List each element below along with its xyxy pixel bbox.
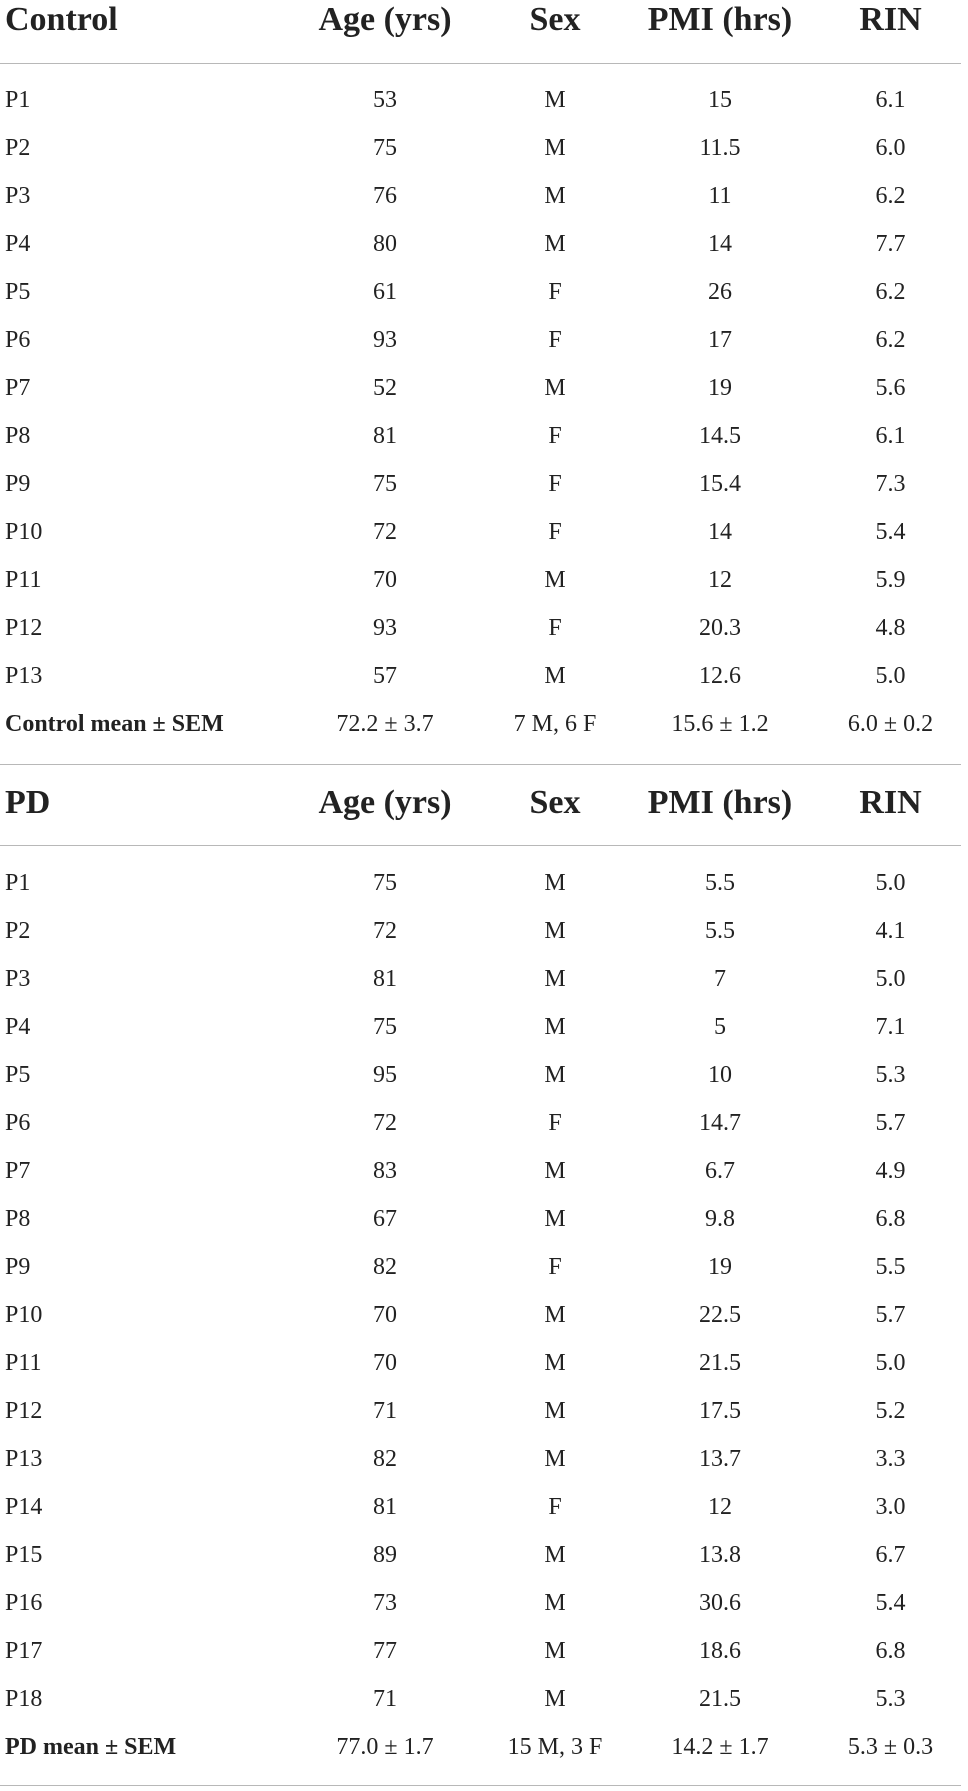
rin-cell: 5.0 — [875, 1350, 906, 1376]
table-row — [0, 1339, 961, 1387]
sex-cell: M — [544, 183, 566, 209]
rin-cell: 5.7 — [875, 1110, 906, 1136]
pmi-cell: 15.4 — [699, 471, 741, 497]
patient-id: P2 — [5, 918, 31, 944]
rin-cell: 6.2 — [875, 327, 906, 353]
sex-cell: M — [544, 1542, 566, 1568]
sex-cell: F — [548, 471, 562, 497]
pmi-cell: 13.7 — [699, 1446, 741, 1472]
rin-cell: 7.1 — [875, 1014, 906, 1040]
patient-id: P12 — [5, 615, 43, 641]
pmi-cell: 20.3 — [699, 615, 741, 641]
sex-cell: M — [544, 1398, 566, 1424]
pmi-cell: 26 — [708, 279, 732, 305]
age-cell: 75 — [373, 135, 397, 161]
pmi-cell: 19 — [708, 1254, 732, 1280]
pmi-cell: 21.5 — [699, 1686, 741, 1712]
age-cell: 82 — [373, 1446, 397, 1472]
patient-id: P9 — [5, 471, 31, 497]
rin-cell: 4.8 — [875, 615, 906, 641]
age-cell: 81 — [373, 966, 397, 992]
rin-cell: 6.1 — [875, 87, 906, 113]
pmi-cell: 6.7 — [705, 1158, 735, 1184]
age-cell: 75 — [373, 870, 397, 896]
sex-cell: M — [544, 1686, 566, 1712]
patient-id: P17 — [5, 1638, 43, 1664]
pd-header-divider — [0, 845, 961, 846]
table-row — [0, 412, 961, 460]
summary-sex: 7 M, 6 F — [513, 711, 597, 737]
table-row — [0, 1195, 961, 1243]
rin-cell: 7.7 — [875, 231, 906, 257]
pmi-cell: 14 — [708, 519, 732, 545]
sex-cell: M — [544, 1014, 566, 1040]
table-row — [0, 907, 961, 955]
age-cell: 52 — [373, 375, 397, 401]
pmi-cell: 22.5 — [699, 1302, 741, 1328]
age-cell: 80 — [373, 231, 397, 257]
group-name-control: Control — [5, 1, 118, 38]
rin-cell: 5.4 — [875, 1590, 906, 1616]
sex-cell: F — [548, 1254, 562, 1280]
table-row — [0, 1003, 961, 1051]
control-header-divider — [0, 63, 961, 64]
pmi-cell: 5.5 — [705, 918, 735, 944]
rin-cell: 5.4 — [875, 519, 906, 545]
patient-id: P12 — [5, 1398, 43, 1424]
column-header-pmi: PMI (hrs) — [647, 784, 793, 821]
patient-id: P18 — [5, 1686, 43, 1712]
patient-id: P14 — [5, 1494, 43, 1520]
age-cell: 75 — [373, 1014, 397, 1040]
table-row — [0, 124, 961, 172]
table-row — [0, 1243, 961, 1291]
table-row — [0, 955, 961, 1003]
patient-id: P9 — [5, 1254, 31, 1280]
patient-id: P13 — [5, 1446, 43, 1472]
patient-id: P6 — [5, 1110, 31, 1136]
table-row — [0, 1147, 961, 1195]
summary-age: 72.2 ± 3.7 — [336, 711, 434, 737]
pmi-cell: 14.5 — [699, 423, 741, 449]
column-header-sex: Sex — [529, 784, 581, 821]
table-row — [0, 1435, 961, 1483]
table-row — [0, 859, 961, 907]
age-cell: 70 — [373, 567, 397, 593]
pmi-cell: 14 — [708, 231, 732, 257]
rin-cell: 5.5 — [875, 1254, 906, 1280]
pmi-cell: 9.8 — [705, 1206, 735, 1232]
table-row — [0, 1387, 961, 1435]
age-cell: 72 — [373, 519, 397, 545]
table-row — [0, 460, 961, 508]
rin-cell: 5.0 — [875, 663, 906, 689]
sex-cell: F — [548, 615, 562, 641]
column-header-age: Age (yrs) — [318, 1, 452, 38]
patient-id: P16 — [5, 1590, 43, 1616]
column-header-rin: RIN — [859, 784, 922, 821]
pmi-cell: 12 — [708, 1494, 732, 1520]
column-header-sex: Sex — [529, 1, 581, 38]
rin-cell: 5.7 — [875, 1302, 906, 1328]
summary-rin: 6.0 ± 0.2 — [847, 711, 934, 737]
sex-cell: M — [544, 1638, 566, 1664]
table-row — [0, 268, 961, 316]
table-row — [0, 76, 961, 124]
sex-cell: M — [544, 1446, 566, 1472]
patient-id: P2 — [5, 135, 31, 161]
column-header-pmi: PMI (hrs) — [647, 1, 793, 38]
sex-cell: M — [544, 1590, 566, 1616]
rin-cell: 5.3 — [875, 1062, 906, 1088]
pmi-cell: 15 — [708, 87, 732, 113]
sex-cell: F — [548, 423, 562, 449]
table-row — [0, 1291, 961, 1339]
patient-id: P5 — [5, 279, 31, 305]
patient-id: P1 — [5, 870, 31, 896]
pmi-cell: 12 — [708, 567, 732, 593]
summary-label: PD mean ± SEM — [5, 1734, 177, 1760]
sex-cell: M — [544, 135, 566, 161]
table-row — [0, 316, 961, 364]
sex-cell: F — [548, 279, 562, 305]
patient-id: P11 — [5, 1350, 42, 1376]
age-cell: 67 — [373, 1206, 397, 1232]
patient-id: P7 — [5, 1158, 31, 1184]
summary-sex: 15 M, 3 F — [507, 1734, 603, 1760]
table-row — [0, 556, 961, 604]
age-cell: 71 — [373, 1398, 397, 1424]
pmi-cell: 12.6 — [699, 663, 741, 689]
age-cell: 70 — [373, 1350, 397, 1376]
pd-table-bottom-rule — [0, 1785, 961, 1786]
pmi-cell: 11.5 — [699, 135, 741, 161]
sex-cell: M — [544, 1206, 566, 1232]
patient-id: P3 — [5, 966, 31, 992]
rin-cell: 6.8 — [875, 1638, 906, 1664]
pmi-cell: 7 — [714, 966, 726, 992]
rin-cell: 7.3 — [875, 471, 906, 497]
pmi-cell: 5 — [714, 1014, 726, 1040]
sex-cell: M — [544, 918, 566, 944]
patient-id: P13 — [5, 663, 43, 689]
patient-id: P7 — [5, 375, 31, 401]
table-row — [0, 1099, 961, 1147]
patient-id: P4 — [5, 231, 31, 257]
pmi-cell: 19 — [708, 375, 732, 401]
rin-cell: 6.0 — [875, 135, 906, 161]
patient-id: P4 — [5, 1014, 31, 1040]
pmi-cell: 13.8 — [699, 1542, 741, 1568]
sex-cell: M — [544, 1350, 566, 1376]
control-section-divider — [0, 764, 961, 765]
table-row — [0, 1627, 961, 1675]
patient-id: P11 — [5, 567, 42, 593]
table-row — [0, 1483, 961, 1531]
summary-age: 77.0 ± 1.7 — [336, 1734, 434, 1760]
age-cell: 72 — [373, 918, 397, 944]
rin-cell: 5.0 — [875, 870, 906, 896]
rin-cell: 4.1 — [875, 918, 906, 944]
table-row — [0, 1531, 961, 1579]
rin-cell: 5.9 — [875, 567, 906, 593]
age-cell: 89 — [373, 1542, 397, 1568]
rin-cell: 3.0 — [875, 1494, 906, 1520]
pmi-cell: 18.6 — [699, 1638, 741, 1664]
table-row — [0, 508, 961, 556]
age-cell: 95 — [373, 1062, 397, 1088]
rin-cell: 6.2 — [875, 279, 906, 305]
pmi-cell: 30.6 — [699, 1590, 741, 1616]
table-row — [0, 604, 961, 652]
pmi-cell: 21.5 — [699, 1350, 741, 1376]
patient-id: P15 — [5, 1542, 43, 1568]
pmi-cell: 17 — [708, 327, 732, 353]
sex-cell: F — [548, 1110, 562, 1136]
age-cell: 61 — [373, 279, 397, 305]
age-cell: 53 — [373, 87, 397, 113]
rin-cell: 4.9 — [875, 1158, 906, 1184]
patient-id: P1 — [5, 87, 31, 113]
age-cell: 76 — [373, 183, 397, 209]
rin-cell: 6.8 — [875, 1206, 906, 1232]
patient-id: P10 — [5, 519, 43, 545]
column-header-age: Age (yrs) — [318, 784, 452, 821]
rin-cell: 5.3 — [875, 1686, 906, 1712]
pmi-cell: 17.5 — [699, 1398, 741, 1424]
group-name-pd: PD — [5, 784, 51, 821]
sex-cell: M — [544, 1158, 566, 1184]
age-cell: 70 — [373, 1302, 397, 1328]
sex-cell: M — [544, 966, 566, 992]
sex-cell: F — [548, 519, 562, 545]
sex-cell: F — [548, 327, 562, 353]
age-cell: 72 — [373, 1110, 397, 1136]
table-row — [0, 652, 961, 700]
age-cell: 73 — [373, 1590, 397, 1616]
age-cell: 75 — [373, 471, 397, 497]
age-cell: 57 — [373, 663, 397, 689]
pd-header-row — [0, 783, 961, 823]
rin-cell: 3.3 — [875, 1446, 906, 1472]
rin-cell: 5.0 — [875, 966, 906, 992]
summary-label: Control mean ± SEM — [5, 711, 224, 737]
rin-cell: 5.2 — [875, 1398, 906, 1424]
table-row — [0, 364, 961, 412]
pmi-cell: 14.7 — [699, 1110, 741, 1136]
sex-cell: M — [544, 663, 566, 689]
column-header-rin: RIN — [859, 1, 922, 38]
table-row — [0, 220, 961, 268]
pd-table — [0, 783, 961, 1771]
control-table — [0, 0, 961, 748]
sex-cell: M — [544, 375, 566, 401]
rin-cell: 6.7 — [875, 1542, 906, 1568]
sex-cell: M — [544, 567, 566, 593]
rin-cell: 6.1 — [875, 423, 906, 449]
sex-cell: M — [544, 870, 566, 896]
pmi-cell: 11 — [708, 183, 732, 209]
age-cell: 71 — [373, 1686, 397, 1712]
pd-summary-row — [0, 1723, 961, 1771]
sex-cell: M — [544, 1302, 566, 1328]
table-row — [0, 1051, 961, 1099]
rin-cell: 5.6 — [875, 375, 906, 401]
patient-id: P3 — [5, 183, 31, 209]
pmi-cell: 10 — [708, 1062, 732, 1088]
patient-id: P10 — [5, 1302, 43, 1328]
summary-rin: 5.3 ± 0.3 — [847, 1734, 934, 1760]
age-cell: 81 — [373, 423, 397, 449]
patient-id: P8 — [5, 423, 31, 449]
table-row — [0, 172, 961, 220]
patient-id: P6 — [5, 327, 31, 353]
control-summary-row — [0, 700, 961, 748]
rin-cell: 6.2 — [875, 183, 906, 209]
age-cell: 93 — [373, 327, 397, 353]
sex-cell: M — [544, 1062, 566, 1088]
control-header-row — [0, 0, 961, 40]
age-cell: 93 — [373, 615, 397, 641]
age-cell: 77 — [373, 1638, 397, 1664]
table-row — [0, 1579, 961, 1627]
sex-cell: F — [548, 1494, 562, 1520]
table-row — [0, 1675, 961, 1723]
age-cell: 81 — [373, 1494, 397, 1520]
pmi-cell: 5.5 — [705, 870, 735, 896]
sex-cell: M — [544, 87, 566, 113]
patient-id: P5 — [5, 1062, 31, 1088]
patient-id: P8 — [5, 1206, 31, 1232]
sex-cell: M — [544, 231, 566, 257]
summary-pmi: 14.2 ± 1.7 — [671, 1734, 769, 1760]
summary-pmi: 15.6 ± 1.2 — [671, 711, 769, 737]
age-cell: 82 — [373, 1254, 397, 1280]
age-cell: 83 — [373, 1158, 397, 1184]
